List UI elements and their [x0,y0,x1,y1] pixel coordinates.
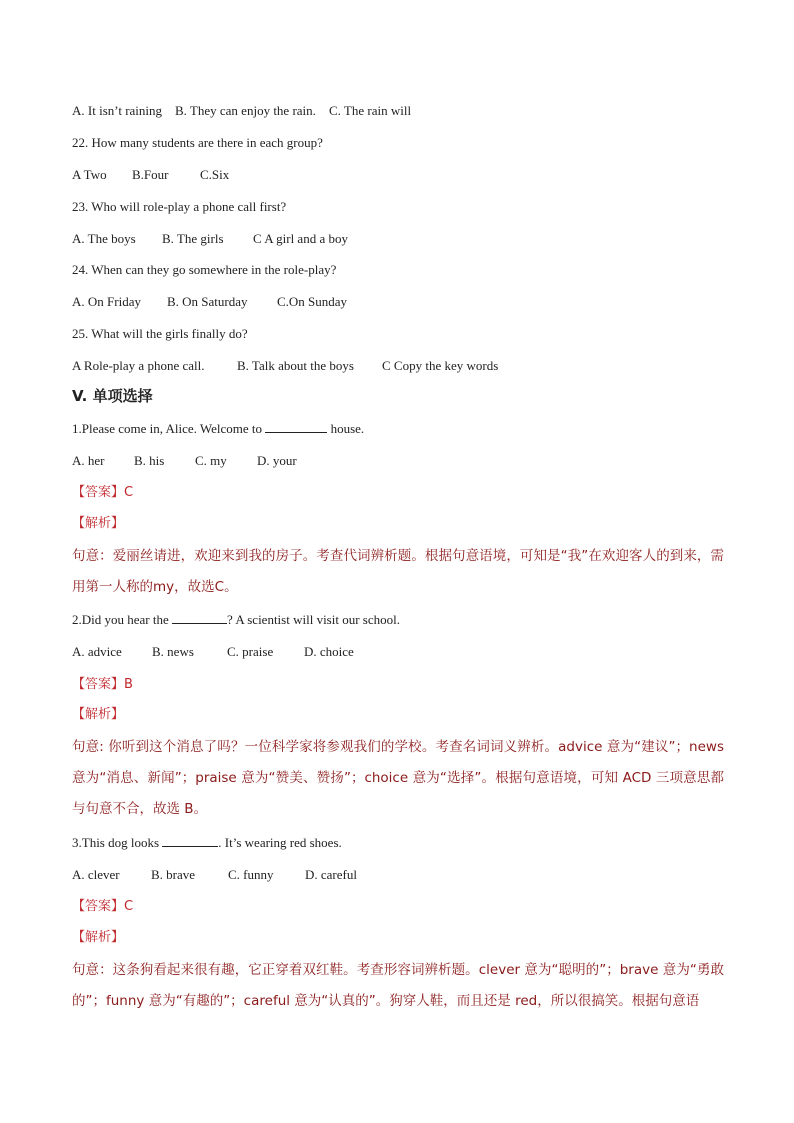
answer-tag: 【答案】 [72,899,125,914]
option-b: B. news [152,644,194,659]
option-b: B. Talk about the boys [237,358,354,373]
question-1-answer [72,484,133,501]
question-3-analysis-tag: 【解析】 [72,930,125,945]
option-d: D. choice [304,644,354,659]
option-c: C.Six [200,167,230,182]
question-2-analysis-tag: 【解析】 [72,707,125,722]
option-c: C.On Sunday [277,294,348,309]
option-b: B. They can enjoy the rain. [175,103,316,118]
option-a: A. The boys [72,231,136,246]
question-3-explanation: 句意：这条狗看起来很有趣，它正穿着双红鞋。考查形容词辨析题。clever 意为“聪明的”；brave 意为“勇敢的”；funny 意为“有趣的”；careful 意为“认真的”。狗穿人鞋，而且还是 red，所以很搞笑。根据句意语 [72,962,724,1009]
question-1-explanation: 句意：爱丽丝请进，欢迎来到我的房子。考查代词辨析题。根据句意语境，可知是“我”在欢迎客人的到来，需用第一人称的my，故选C。 [72,548,724,595]
question-1-options [72,453,297,469]
listening-question-22: 22. How many students are there in each group? [72,135,323,150]
answer-blank [265,421,327,433]
answer-value: C [124,899,134,914]
answer-blank [172,612,227,624]
listening-item-23-options [72,231,348,247]
question-2-explanation: 句意: 你听到这个消息了吗？一位科学家将参观我们的学校。考查名词词义辨析。advice 意为“建议”；news 意为“消息、新闻”；praise 意为“赞美、赞扬”；choice 意为“选择”。根据句意语境，可知 ACD 三项意思都与句意不合，故选 B。 [72,739,724,817]
answer-tag: 【答案】 [72,485,125,500]
option-c: C. my [195,453,227,468]
question-2-answer [72,676,133,693]
option-d: D. your [257,453,297,468]
question-2-stem: 2.Did you hear the ? A scientist will visit our school. [72,612,400,627]
answer-tag: 【答案】 [72,677,125,692]
listening-item-21-options [72,103,411,119]
option-a: A. advice [72,644,122,659]
listening-item-24-options [72,294,347,310]
option-a: A. On Friday [72,294,141,309]
option-a: A. It isn’t raining [72,103,163,118]
option-c: C. funny [228,867,274,882]
option-d: D. careful [305,867,357,882]
question-3-options [72,867,357,883]
option-c: C. praise [227,644,274,659]
answer-value: B [124,677,133,692]
section-title: V. 单项选择 [72,387,153,405]
answer-value: C [124,485,134,500]
question-2-options [72,644,354,660]
option-a: A. her [72,453,105,468]
option-b: B. his [134,453,165,468]
question-3-answer [72,898,133,915]
question-1-stem: 1.Please come in, Alice. Welcome to house. [72,421,365,436]
option-b: B. The girls [162,231,224,246]
option-c: C Copy the key words [382,358,499,373]
listening-item-22-options [72,167,229,183]
listening-question-23: 23. Who will role-play a phone call first? [72,199,287,214]
answer-blank [162,835,218,847]
option-c: C. The rain will [329,103,412,118]
option-b: B. On Saturday [167,294,248,309]
listening-question-25: 25. What will the girls finally do? [72,326,248,341]
option-a: A. clever [72,867,120,882]
question-3-stem: 3.This dog looks . It’s wearing red shoes. [72,835,342,850]
listening-item-25-options [72,358,498,374]
option-a: A Role-play a phone call. [72,358,205,373]
option-c: C A girl and a boy [253,231,348,246]
option-a: A Two [72,167,107,182]
listening-question-24: 24. When can they go somewhere in the role-play? [72,262,337,277]
option-b: B. brave [151,867,196,882]
question-1-analysis-tag: 【解析】 [72,516,125,531]
option-b: B.Four [132,167,169,182]
